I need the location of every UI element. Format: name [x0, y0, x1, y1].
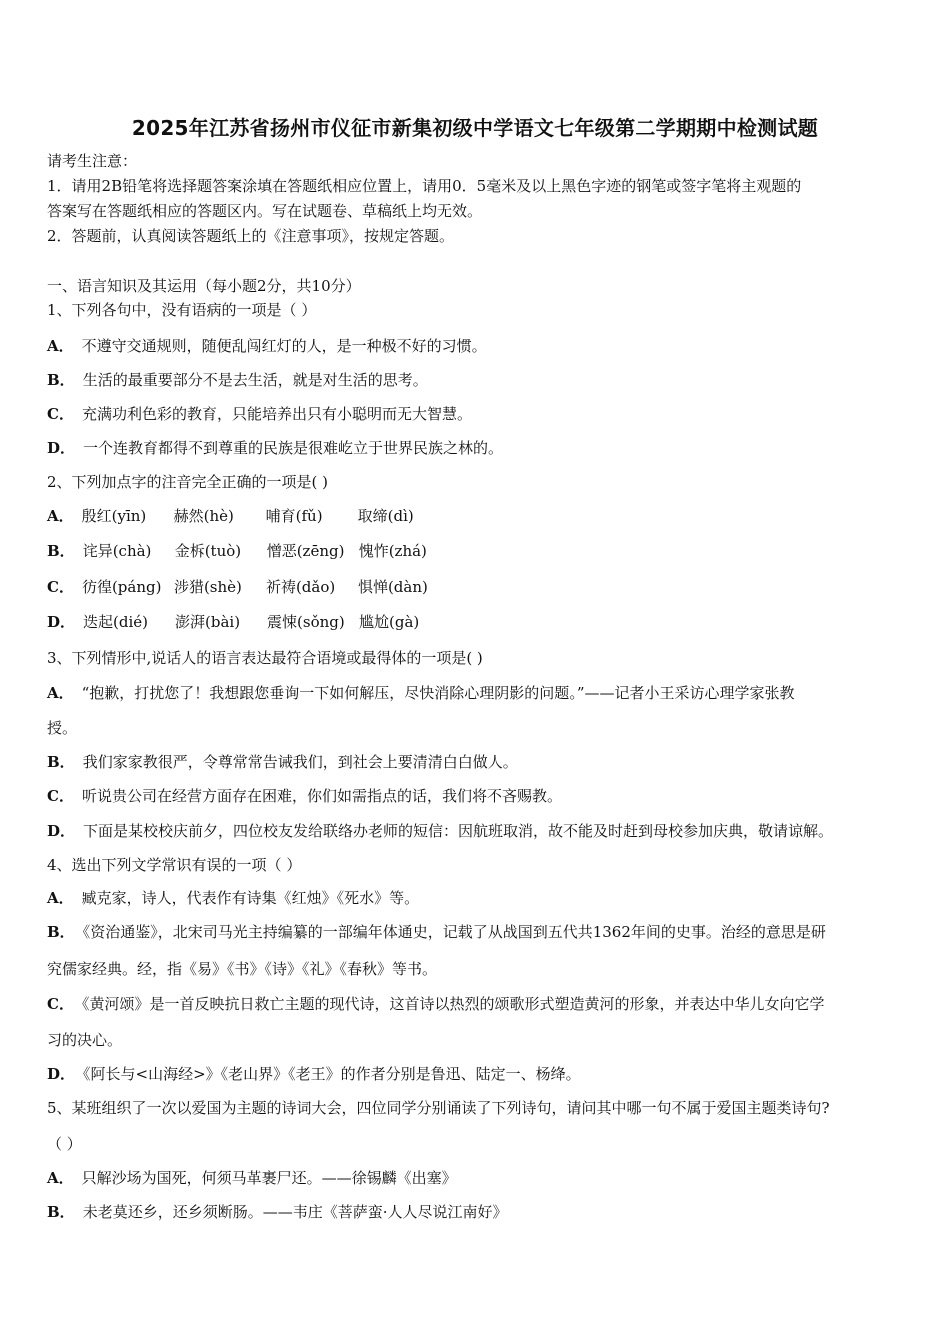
q4-option-a [47, 888, 419, 908]
notice-heading: 请考生注意： [47, 152, 138, 170]
q3-option-a-cont: 授。 [47, 719, 78, 737]
pinyin-word: 诧异(chà) [82, 542, 152, 560]
notice-item-1: 1．请用2B铅笔将选择题答案涂填在答题纸相应位置上，请用0．5毫米及以上黑色字迹的钢笔或签字笔将主观题的 [47, 177, 802, 195]
pinyin-word: 哺育(fǔ) [265, 507, 323, 525]
pinyin-word: 殷红(yīn) [81, 507, 147, 525]
option-text: 未老莫还乡，还乡须断肠。——韦庄《菩萨蛮·人人尽说江南好》 [82, 1203, 508, 1221]
q2-option-d [47, 612, 419, 632]
q5-option-b [47, 1202, 507, 1222]
pinyin-word: 赫然(hè) [173, 507, 234, 525]
q4-option-b-cont: 究儒家经典。经，指《易》《书》《诗》《礼》《春秋》等书。 [47, 960, 438, 978]
question-1-stem: 1、下列各句中，没有语病的一项是（ ） [47, 301, 317, 319]
option-label: D． [47, 822, 76, 840]
q2-option-a [47, 506, 414, 526]
question-4-stem: 4、选出下列文学常识有误的一项（ ） [47, 856, 302, 874]
question-2-stem: 2、下列加点字的注音完全正确的一项是( ) [47, 473, 329, 491]
page-title: 2025年江苏省扬州市仪征市新集初级中学语文七年级第二学期期中检测试题 [131, 116, 819, 140]
option-text: 《资治通鉴》，北宋司马光主持编纂的一部编年体通史，记载了从战国到五代共1362年间的史事。治经的意思是研 [82, 923, 826, 941]
option-text: 臧克家，诗人，代表作有诗集《红烛》《死水》等。 [81, 889, 420, 907]
option-text: 听说贵公司在经营方面存在困难，你们如需指点的话，我们将不吝赐教。 [81, 787, 562, 805]
option-text: “抱歉，打扰您了！我想跟您垂询一下如何解压，尽快消除心理阴影的问题。”——记者小王采访心理学家张教 [81, 684, 795, 702]
option-label: D． [47, 613, 76, 631]
pinyin-word: 彷徨(páng) [81, 578, 162, 596]
option-label: D． [47, 439, 76, 457]
option-text: 不遵守交通规则，随便乱闯红灯的人，是一种极不好的习惯。 [81, 337, 487, 355]
option-label: B． [47, 753, 75, 771]
option-label: A． [47, 684, 74, 702]
option-label: B． [47, 923, 75, 941]
q4-option-c [47, 994, 824, 1014]
pinyin-word: 惧惮(dàn) [357, 578, 428, 596]
option-text: 《黄河颂》是一首反映抗日救亡主题的现代诗，这首诗以热烈的颂歌形式塑造黄河的形象，并表达中华儿女向它学 [81, 995, 825, 1013]
q5-option-a [47, 1168, 457, 1188]
pinyin-word: 取缔(dì) [357, 507, 414, 525]
q1-option-a [47, 336, 487, 356]
option-text: 充满功利色彩的教育，只能培养出只有小聪明而无大智慧。 [81, 405, 472, 423]
option-label: A． [47, 1169, 74, 1187]
q2-option-c [47, 577, 428, 597]
question-5-stem-cont: （ ） [47, 1135, 82, 1153]
option-text: 生活的最重要部分不是去生活，就是对生活的思考。 [82, 371, 428, 389]
q1-option-b [47, 370, 428, 390]
option-label: A． [47, 889, 74, 907]
option-text: 下面是某校校庆前夕，四位校友发给联络办老师的短信：因航班取消，故不能及时赶到母校参加庆典，敬请谅解。 [83, 822, 834, 840]
option-label: B． [47, 371, 75, 389]
option-label: C． [47, 995, 74, 1013]
q3-option-d [47, 821, 833, 841]
option-label: B． [47, 1203, 75, 1221]
question-5-stem: 5、某班组织了一次以爱国为主题的诗词大会，四位同学分别诵读了下列诗句，请问其中哪一句不属于爱国主题类诗句? [47, 1099, 830, 1117]
pinyin-word: 尴尬(gà) [359, 613, 420, 631]
option-text: 我们家家教很严，令尊常常告诫我们，到社会上要清清白白做人。 [82, 753, 518, 771]
option-label: B． [47, 542, 75, 560]
pinyin-word: 震悚(sǒng) [267, 613, 345, 631]
option-label: C． [47, 578, 74, 596]
option-label: A． [47, 337, 74, 355]
option-text: 《阿长与<山海经>》《老山界》《老王》的作者分别是鲁迅、陆定一、杨绛。 [83, 1065, 581, 1083]
pinyin-word: 涉猎(shè) [173, 578, 242, 596]
pinyin-word: 憎恶(zēng) [266, 542, 345, 560]
q3-option-c [47, 786, 562, 806]
pinyin-word: 澎湃(bài) [175, 613, 241, 631]
option-text: 一个连教育都得不到尊重的民族是很难屹立于世界民族之林的。 [83, 439, 504, 457]
pinyin-word: 金柝(tuò) [174, 542, 242, 560]
notice-item-1-cont: 答案写在答题纸相应的答题区内。写在试题卷、草稿纸上均无效。 [47, 202, 483, 220]
q3-option-a [47, 683, 794, 703]
q3-option-b [47, 752, 518, 772]
q1-option-c [47, 404, 472, 424]
notice-item-2: 2．答题前，认真阅读答题纸上的《注意事项》，按规定答题。 [47, 227, 455, 245]
pinyin-word: 愧怍(zhá) [358, 542, 427, 560]
section-heading: 一、语言知识及其运用（每小题2分，共10分） [47, 277, 361, 295]
option-text: 只解沙场为国死，何须马革裹尸还。——徐锡麟《出塞》 [81, 1169, 457, 1187]
q4-option-c-cont: 习的决心。 [47, 1031, 123, 1049]
q2-option-b [47, 541, 427, 561]
option-label: D． [47, 1065, 76, 1083]
q1-option-d [47, 438, 503, 458]
option-label: C． [47, 787, 74, 805]
option-label: C． [47, 405, 74, 423]
question-3-stem: 3、下列情形中,说话人的语言表达最符合语境或最得体的一项是( ) [47, 649, 483, 667]
option-label: A． [47, 507, 74, 525]
q4-option-b [47, 922, 826, 942]
q4-option-d [47, 1064, 581, 1084]
pinyin-word: 祈祷(dǎo) [265, 578, 336, 596]
pinyin-word: 迭起(dié) [83, 613, 148, 631]
